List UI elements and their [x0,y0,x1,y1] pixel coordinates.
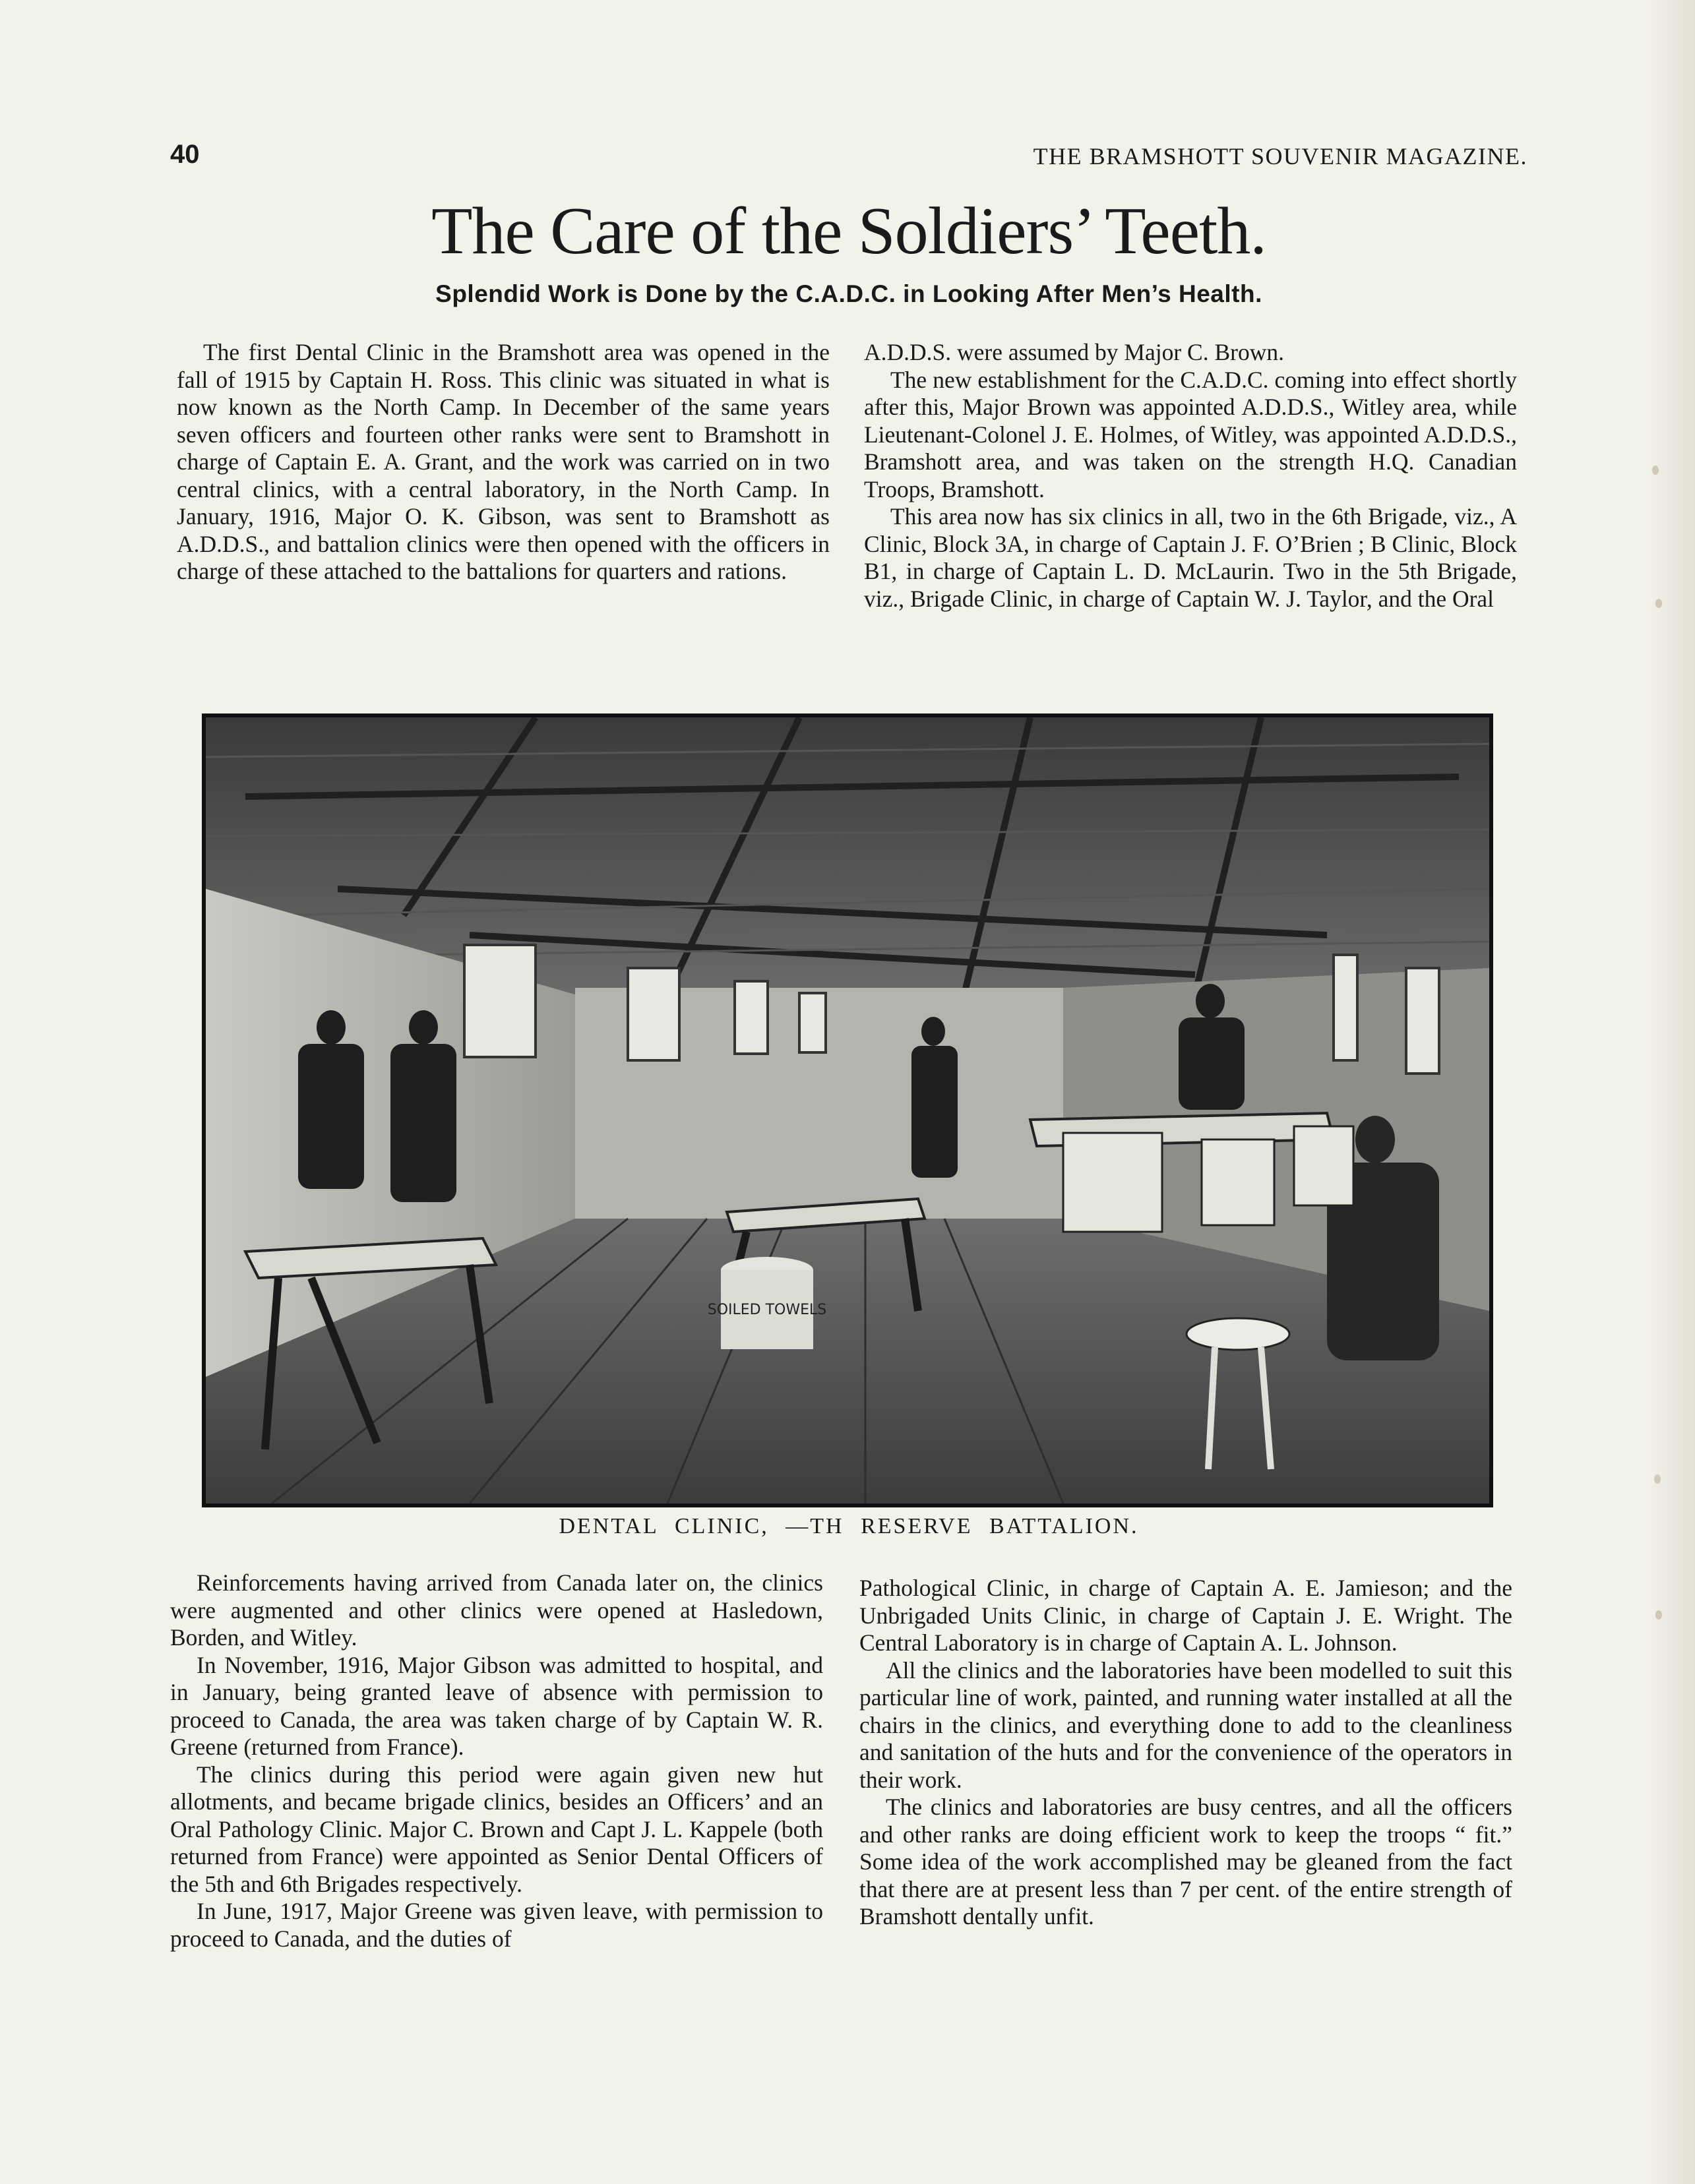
paragraph: In June, 1917, Major Greene was given leave, with permission to proceed to Canada, and the duties of [170,1898,823,1952]
photo-caption: DENTAL CLINIC, —TH RESERVE BATTALION. [559,1514,1139,1538]
article-subtitle: Splendid Work is Done by the C.A.D.C. in Looking After Men’s Health. [435,280,1262,307]
column-bottom-right [859,1575,1512,1931]
paragraph: The clinics during this period were again given new hut allotments, and became brigade clinics, besides an Officers’ and an Oral Pathology Clinic. Major C. Brown and Capt J. L. Kappele (both returned from France) were appointed as Senior Dental Officers of the 5th and 6th Brigades respectively. [170,1761,823,1897]
paragraph: In November, 1916, Major Gibson was admitted to hospital, and in January, being granted leave of absence with permission to proceed to Canada, the area was taken charge of by Captain W. R. Greene (returned from France). [170,1651,823,1760]
paragraph: The new establishment for the C.A.D.C. coming into effect shortly after this, Major Brown was appointed A.D.D.S., Witley area, while Lieutenant-Colonel J. E. Holmes, of Witley, was appointed A.D.D.S., Bramshott area, and was taken on the strength H.Q. Canadian Troops, Bramshott. [864,366,1517,502]
margin-speck [1655,599,1662,608]
page-edge [1649,0,1695,2184]
paragraph: Pathological Clinic, in charge of Captain A. E. Jamieson; and the Unbrigaded Units Clinic, in charge of Captain J. E. Wright. The Central Laboratory is in charge of Captain A. L. Johnson. [859,1575,1512,1656]
paragraph: The first Dental Clinic in the Bramshott area was opened in the fall of 1915 by Captain H. Ross. This clinic was situated in what is now known as the North Camp. In December of the same years seven officers and fourteen other ranks were sent to Bramshott in charge of Captain E. A. Grant, and the work was carried on in two central clinics, with a central laboratory, in the North Camp. In January, 1916, Major O. K. Gibson, was sent to Bramshott as A.D.D.S., and battalion clinics were then opened with the officers in charge of these attached to the battalions for quarters and rations. [177,339,830,584]
column-top-right [864,339,1517,613]
article-title: The Care of the Soldiers’ Teeth. [431,194,1266,268]
washbasin [1186,1318,1289,1350]
page-header [170,140,1527,179]
dental-clinic-photo-illustration [206,717,1489,1503]
dental-clinic-photo [202,713,1493,1507]
column-top-left [177,339,830,586]
page-number: 40 [170,140,200,169]
column-bottom-left [170,1569,823,1953]
towel-bin-label: SOILED TOWELS [707,1302,827,1318]
running-head: THE BRAMSHOTT SOUVENIR MAGAZINE. [1033,143,1527,169]
paragraph: A.D.D.S. were assumed by Major C. Brown. [864,339,1284,365]
paragraph: This area now has six clinics in all, two in the 6th Brigade, viz., A Clinic, Block 3A, in charge of Captain J. F. O’Brien ; B Clinic, Block B1, in charge of Captain L. D. McLaurin. Two in the 5th Brigade, viz., Brigade Clinic, in charge of Captain W. J. Taylor, and the Oral [864,503,1517,612]
paragraph: All the clinics and the laboratories have been modelled to suit this particular line of work, painted, and running water installed at all the chairs in the clinics, and everything done to add to the cleanliness and sanitation of the huts and for the convenience of the operators in their work. [859,1656,1512,1793]
paragraph: The clinics and laboratories are busy centres, and all the officers and other ranks are doing efficient work to keep the troops “ fit.” Some idea of the work accomplished may be gleaned from the fact that there are at present less than 7 per cent. of the entire strength of Bramshott dentally unfit. [859,1794,1512,1929]
margin-speck [1654,1474,1661,1484]
margin-speck [1652,466,1659,475]
paragraph: Reinforcements having arrived from Canada later on, the clinics were augmented and other clinics were opened at Hasledown, Borden, and Witley. [170,1569,823,1651]
margin-speck [1655,1610,1662,1620]
